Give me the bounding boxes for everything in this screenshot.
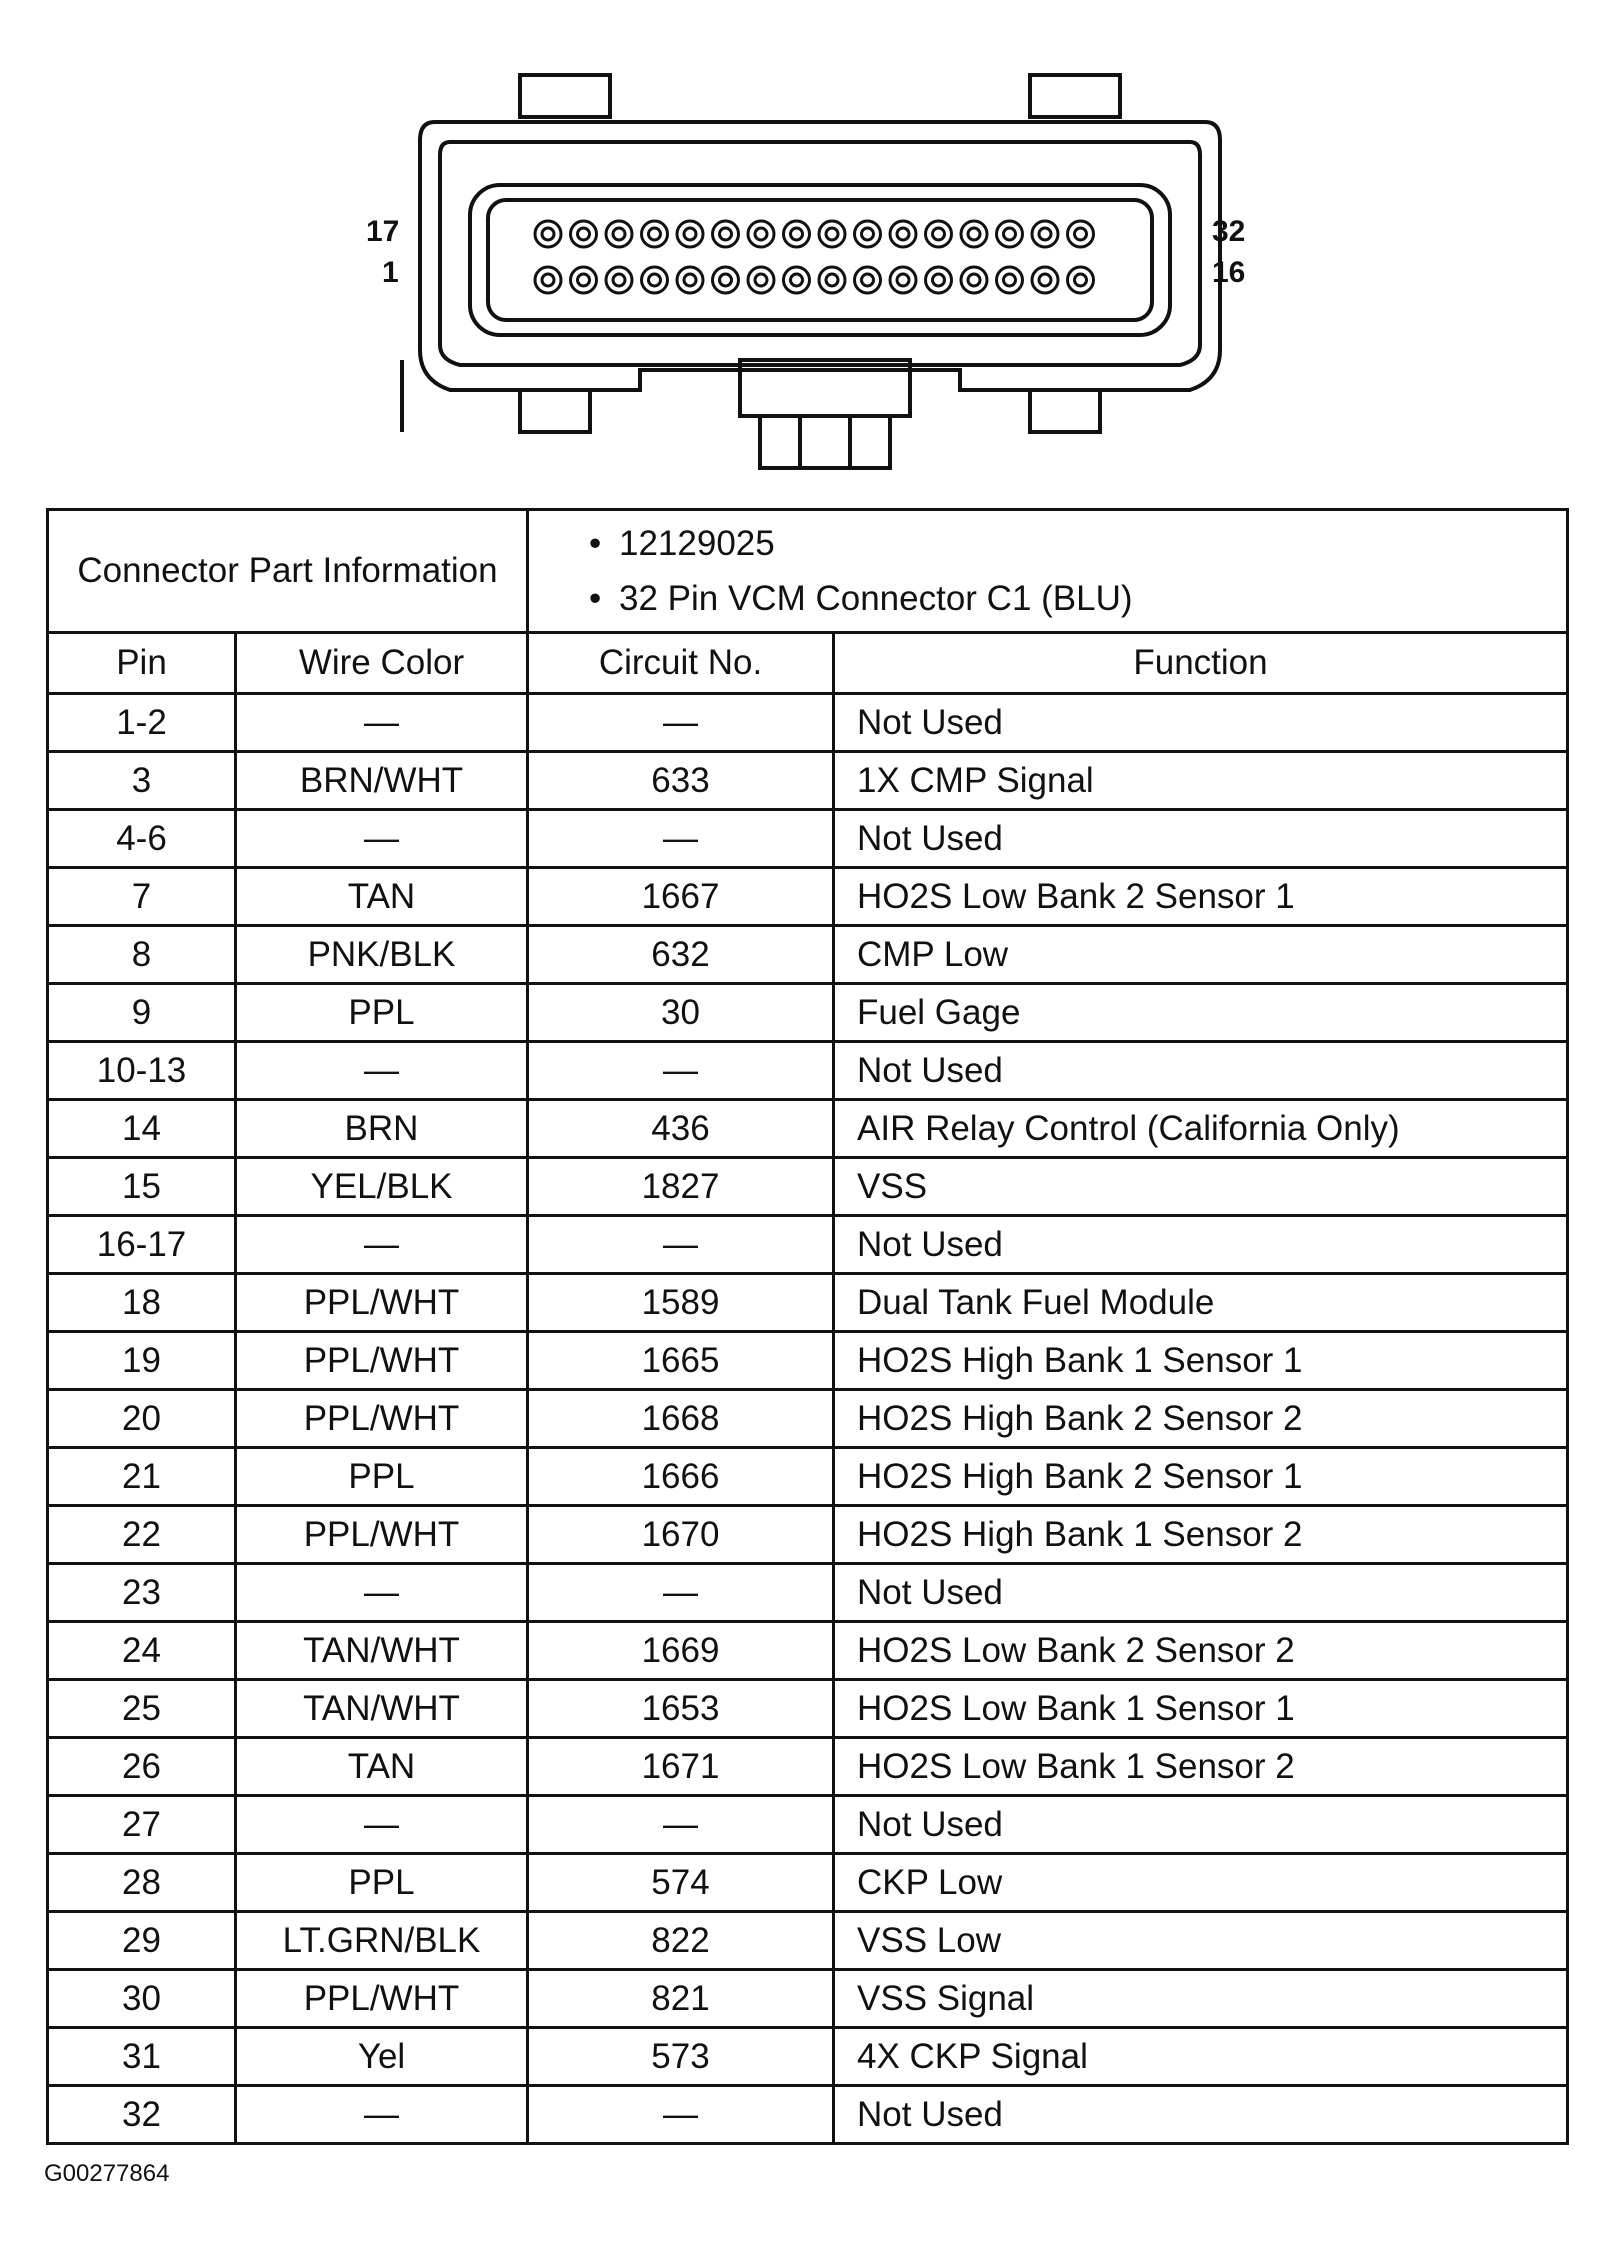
pin-hole bbox=[819, 221, 845, 247]
pin-hole-inner bbox=[578, 228, 590, 240]
pin-hole bbox=[855, 221, 881, 247]
cell-pin: 10-13 bbox=[48, 1042, 236, 1100]
cell-wire-color: BRN/WHT bbox=[236, 752, 528, 810]
pin-hole bbox=[784, 267, 810, 293]
pin-hole bbox=[890, 221, 916, 247]
cell-circuit-no: 632 bbox=[528, 926, 834, 984]
part-info-row bbox=[48, 510, 1568, 633]
table-row bbox=[48, 868, 1568, 926]
cell-circuit-no: 1667 bbox=[528, 868, 834, 926]
pin-hole-inner bbox=[613, 274, 625, 286]
table-row bbox=[48, 810, 1568, 868]
pin-hole-inner bbox=[826, 228, 838, 240]
pin-hole-inner bbox=[684, 274, 696, 286]
cell-wire-color: — bbox=[236, 1216, 528, 1274]
cell-function: 1X CMP Signal bbox=[834, 752, 1568, 810]
table-row bbox=[48, 752, 1568, 810]
table-row bbox=[48, 1448, 1568, 1506]
pin-hole bbox=[748, 221, 774, 247]
pin-hole-inner bbox=[862, 228, 874, 240]
pin-hole-inner bbox=[649, 228, 661, 240]
table-row bbox=[48, 1158, 1568, 1216]
cell-circuit-no: 1670 bbox=[528, 1506, 834, 1564]
cell-pin: 20 bbox=[48, 1390, 236, 1448]
cell-circuit-no: 436 bbox=[528, 1100, 834, 1158]
pin-hole-inner bbox=[684, 228, 696, 240]
cell-wire-color: LT.GRN/BLK bbox=[236, 1912, 528, 1970]
connector-description: 32 Pin VCM Connector C1 (BLU) bbox=[619, 579, 1133, 618]
cell-circuit-no: 30 bbox=[528, 984, 834, 1042]
pin-hole-inner bbox=[826, 274, 838, 286]
pin-hole bbox=[961, 267, 987, 293]
pin-hole bbox=[926, 267, 952, 293]
pin-hole-inner bbox=[933, 274, 945, 286]
pin-hole-inner bbox=[1075, 228, 1087, 240]
connector-diagram bbox=[340, 60, 1260, 480]
cell-function: Not Used bbox=[834, 694, 1568, 752]
header-pin: Pin bbox=[48, 633, 236, 694]
pin-hole bbox=[997, 267, 1023, 293]
cell-pin: 30 bbox=[48, 1970, 236, 2028]
header-function: Function bbox=[834, 633, 1568, 694]
part-info-title bbox=[48, 510, 528, 633]
pin-hole-inner bbox=[791, 274, 803, 286]
cell-wire-color: PPL/WHT bbox=[236, 1506, 528, 1564]
cell-function: HO2S Low Bank 1 Sensor 1 bbox=[834, 1680, 1568, 1738]
table-row bbox=[48, 926, 1568, 984]
pin-hole-inner bbox=[968, 228, 980, 240]
cell-wire-color: Yel bbox=[236, 2028, 528, 2086]
cell-wire-color: — bbox=[236, 1796, 528, 1854]
part-info-item: • 12129025 bbox=[589, 524, 775, 563]
table-row bbox=[48, 1796, 1568, 1854]
pinout-table bbox=[46, 508, 1566, 2145]
pin-hole bbox=[535, 221, 561, 247]
table-row bbox=[48, 1738, 1568, 1796]
cell-function: AIR Relay Control (California Only) bbox=[834, 1100, 1568, 1158]
pin-hole-inner bbox=[720, 228, 732, 240]
pin-hole bbox=[713, 221, 739, 247]
table-row bbox=[48, 1912, 1568, 1970]
cell-pin: 16-17 bbox=[48, 1216, 236, 1274]
cell-wire-color: PPL/WHT bbox=[236, 1390, 528, 1448]
table-row bbox=[48, 1216, 1568, 1274]
pin-hole-inner bbox=[1004, 274, 1016, 286]
cell-circuit-no: 633 bbox=[528, 752, 834, 810]
pin-hole-inner bbox=[613, 228, 625, 240]
cell-wire-color: YEL/BLK bbox=[236, 1158, 528, 1216]
cell-pin: 7 bbox=[48, 868, 236, 926]
pin-hole bbox=[926, 221, 952, 247]
pin-hole-inner bbox=[933, 228, 945, 240]
cell-function: Not Used bbox=[834, 1796, 1568, 1854]
cell-pin: 1-2 bbox=[48, 694, 236, 752]
pin-hole bbox=[748, 267, 774, 293]
cell-pin: 28 bbox=[48, 1854, 236, 1912]
cell-function: HO2S High Bank 1 Sensor 2 bbox=[834, 1506, 1568, 1564]
header-circuit-no: Circuit No. bbox=[528, 633, 834, 694]
cell-function: Not Used bbox=[834, 1564, 1568, 1622]
pin-hole bbox=[571, 267, 597, 293]
cell-wire-color: PPL/WHT bbox=[236, 1970, 528, 2028]
pin-hole bbox=[855, 267, 881, 293]
cell-circuit-no: — bbox=[528, 1042, 834, 1100]
table-row bbox=[48, 1274, 1568, 1332]
table-row bbox=[48, 1506, 1568, 1564]
cell-function: HO2S Low Bank 1 Sensor 2 bbox=[834, 1738, 1568, 1796]
pin-hole-inner bbox=[897, 228, 909, 240]
cell-circuit-no: — bbox=[528, 1796, 834, 1854]
cell-wire-color: — bbox=[236, 2086, 528, 2144]
pin-label-1: 1 bbox=[382, 256, 399, 289]
part-info-title-text: Connector Part Information bbox=[77, 551, 498, 590]
cell-circuit-no: 1653 bbox=[528, 1680, 834, 1738]
cell-pin: 32 bbox=[48, 2086, 236, 2144]
cell-wire-color: PPL/WHT bbox=[236, 1274, 528, 1332]
cell-wire-color: — bbox=[236, 1042, 528, 1100]
cell-function: Not Used bbox=[834, 1216, 1568, 1274]
cell-circuit-no: 1668 bbox=[528, 1390, 834, 1448]
connector-outline bbox=[340, 60, 1260, 480]
cell-circuit-no: 1827 bbox=[528, 1158, 834, 1216]
cell-wire-color: PPL bbox=[236, 1448, 528, 1506]
pin-label-16: 16 bbox=[1212, 256, 1246, 289]
cell-function: CKP Low bbox=[834, 1854, 1568, 1912]
cell-wire-color: PPL bbox=[236, 984, 528, 1042]
table-row bbox=[48, 2086, 1568, 2144]
cell-pin: 8 bbox=[48, 926, 236, 984]
table-row bbox=[48, 1854, 1568, 1912]
table-row bbox=[48, 1622, 1568, 1680]
pin-hole bbox=[1032, 221, 1058, 247]
cell-function: HO2S High Bank 1 Sensor 1 bbox=[834, 1332, 1568, 1390]
table-row bbox=[48, 1970, 1568, 2028]
cell-pin: 15 bbox=[48, 1158, 236, 1216]
table-row bbox=[48, 1564, 1568, 1622]
cell-wire-color: TAN bbox=[236, 1738, 528, 1796]
cell-function: Not Used bbox=[834, 810, 1568, 868]
cell-function: HO2S High Bank 2 Sensor 2 bbox=[834, 1390, 1568, 1448]
pin-hole-inner bbox=[1039, 274, 1051, 286]
cell-circuit-no: 1589 bbox=[528, 1274, 834, 1332]
pin-hole-inner bbox=[791, 228, 803, 240]
cell-pin: 24 bbox=[48, 1622, 236, 1680]
cell-function: Fuel Gage bbox=[834, 984, 1568, 1042]
cell-function: VSS bbox=[834, 1158, 1568, 1216]
cell-wire-color: TAN bbox=[236, 868, 528, 926]
header-row bbox=[48, 633, 1568, 694]
pin-hole bbox=[606, 267, 632, 293]
pin-hole-inner bbox=[649, 274, 661, 286]
cell-function: CMP Low bbox=[834, 926, 1568, 984]
cell-pin: 21 bbox=[48, 1448, 236, 1506]
pin-hole-inner bbox=[720, 274, 732, 286]
cell-circuit-no: — bbox=[528, 694, 834, 752]
pin-hole bbox=[677, 267, 703, 293]
part-info-item: • 32 Pin VCM Connector C1 (BLU) bbox=[589, 579, 1133, 618]
cell-pin: 4-6 bbox=[48, 810, 236, 868]
pin-label-32: 32 bbox=[1212, 215, 1246, 248]
cell-pin: 26 bbox=[48, 1738, 236, 1796]
pin-hole bbox=[606, 221, 632, 247]
cell-function: VSS Signal bbox=[834, 1970, 1568, 2028]
pin-hole-inner bbox=[862, 274, 874, 286]
cell-circuit-no: — bbox=[528, 1564, 834, 1622]
cell-circuit-no: 1666 bbox=[528, 1448, 834, 1506]
cell-pin: 31 bbox=[48, 2028, 236, 2086]
pin-hole bbox=[784, 221, 810, 247]
pin-hole-inner bbox=[1004, 228, 1016, 240]
cell-pin: 25 bbox=[48, 1680, 236, 1738]
pin-hole-inner bbox=[542, 228, 554, 240]
cell-circuit-no: 821 bbox=[528, 1970, 834, 2028]
cell-pin: 29 bbox=[48, 1912, 236, 1970]
pin-hole-inner bbox=[542, 274, 554, 286]
pin-hole-inner bbox=[1039, 228, 1051, 240]
table-row bbox=[48, 1042, 1568, 1100]
cell-circuit-no: 574 bbox=[528, 1854, 834, 1912]
cell-wire-color: — bbox=[236, 1564, 528, 1622]
pin-hole-inner bbox=[578, 274, 590, 286]
pin-hole bbox=[1068, 221, 1094, 247]
cell-wire-color: TAN/WHT bbox=[236, 1622, 528, 1680]
cell-circuit-no: 1671 bbox=[528, 1738, 834, 1796]
table-row bbox=[48, 694, 1568, 752]
cell-function: HO2S High Bank 2 Sensor 1 bbox=[834, 1448, 1568, 1506]
table-row bbox=[48, 2028, 1568, 2086]
cell-circuit-no: — bbox=[528, 1216, 834, 1274]
cell-function: 4X CKP Signal bbox=[834, 2028, 1568, 2086]
cell-pin: 27 bbox=[48, 1796, 236, 1854]
pin-label-17: 17 bbox=[366, 215, 400, 248]
cell-pin: 18 bbox=[48, 1274, 236, 1332]
cell-function: HO2S Low Bank 2 Sensor 2 bbox=[834, 1622, 1568, 1680]
cell-function: Not Used bbox=[834, 1042, 1568, 1100]
pin-hole bbox=[713, 267, 739, 293]
cell-wire-color: BRN bbox=[236, 1100, 528, 1158]
cell-pin: 22 bbox=[48, 1506, 236, 1564]
table-row bbox=[48, 1680, 1568, 1738]
cell-circuit-no: — bbox=[528, 2086, 834, 2144]
cell-circuit-no: 822 bbox=[528, 1912, 834, 1970]
cell-pin: 14 bbox=[48, 1100, 236, 1158]
cell-wire-color: PPL/WHT bbox=[236, 1332, 528, 1390]
pin-hole-inner bbox=[755, 274, 767, 286]
pin-hole bbox=[642, 221, 668, 247]
pin-hole bbox=[642, 267, 668, 293]
table-row bbox=[48, 984, 1568, 1042]
cell-pin: 3 bbox=[48, 752, 236, 810]
cell-wire-color: — bbox=[236, 810, 528, 868]
cell-pin: 9 bbox=[48, 984, 236, 1042]
pin-hole bbox=[890, 267, 916, 293]
pin-hole bbox=[535, 267, 561, 293]
pin-hole bbox=[1068, 267, 1094, 293]
cell-pin: 23 bbox=[48, 1564, 236, 1622]
pin-hole bbox=[997, 221, 1023, 247]
pin-hole bbox=[961, 221, 987, 247]
part-number: 12129025 bbox=[619, 524, 775, 563]
cell-wire-color: PPL bbox=[236, 1854, 528, 1912]
pin-hole-inner bbox=[897, 274, 909, 286]
cell-wire-color: TAN/WHT bbox=[236, 1680, 528, 1738]
header-wire-color: Wire Color bbox=[236, 633, 528, 694]
cell-circuit-no: — bbox=[528, 810, 834, 868]
pin-hole bbox=[819, 267, 845, 293]
cell-wire-color: PNK/BLK bbox=[236, 926, 528, 984]
cell-wire-color: — bbox=[236, 694, 528, 752]
part-info-list bbox=[528, 510, 1568, 633]
pin-hole-inner bbox=[1075, 274, 1087, 286]
pin-hole-inner bbox=[968, 274, 980, 286]
figure-id: G00277864 bbox=[44, 2160, 170, 2187]
pin-hole bbox=[571, 221, 597, 247]
cell-function: Not Used bbox=[834, 2086, 1568, 2144]
cell-circuit-no: 1669 bbox=[528, 1622, 834, 1680]
pin-hole bbox=[677, 221, 703, 247]
cell-function: Dual Tank Fuel Module bbox=[834, 1274, 1568, 1332]
table-row bbox=[48, 1332, 1568, 1390]
table-row bbox=[48, 1390, 1568, 1448]
cell-pin: 19 bbox=[48, 1332, 236, 1390]
cell-function: HO2S Low Bank 2 Sensor 1 bbox=[834, 868, 1568, 926]
cell-circuit-no: 1665 bbox=[528, 1332, 834, 1390]
pin-hole-inner bbox=[755, 228, 767, 240]
table-row bbox=[48, 1100, 1568, 1158]
cell-function: VSS Low bbox=[834, 1912, 1568, 1970]
cell-circuit-no: 573 bbox=[528, 2028, 834, 2086]
pin-hole bbox=[1032, 267, 1058, 293]
